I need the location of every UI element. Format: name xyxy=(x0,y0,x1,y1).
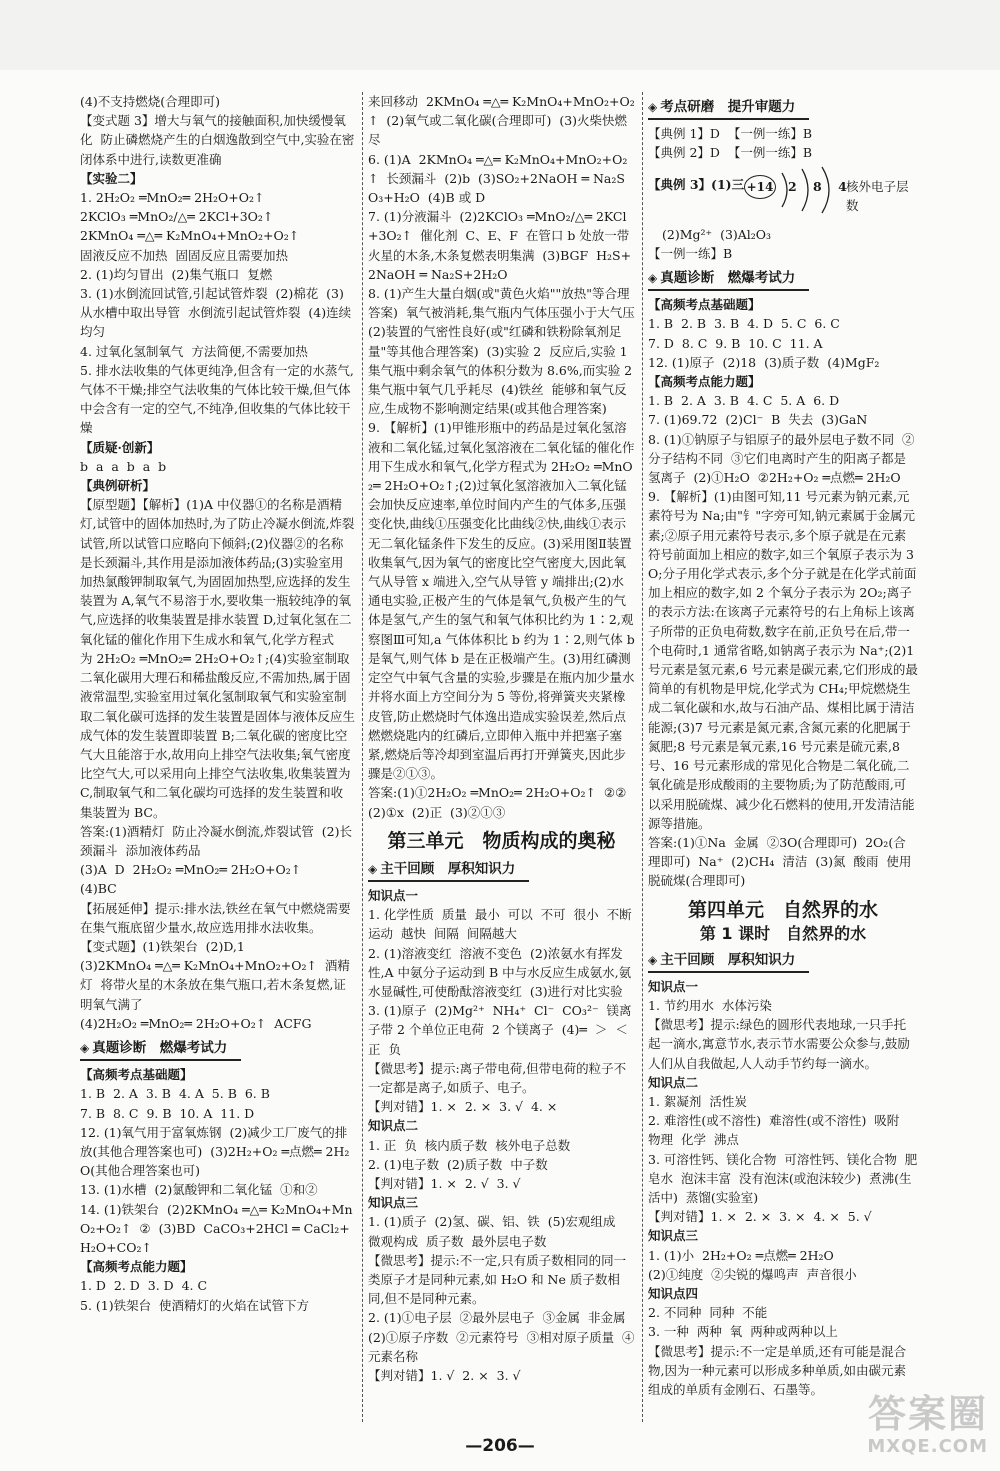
text-line: 5. 排水法收集的气体更纯净,但含有一定的水蒸气,气体不干燥;排空气法收集的气体比较干燥,但气体中会含有一定的空气,不纯净,但收集的气体比较干燥 xyxy=(80,362,354,436)
text-line: 【微思考】提示:不一定是单质,还有可能是混合物,因为一种元素可以形成多种单质,如由碳元素组成的单质有金刚石、石墨等。 xyxy=(648,1343,907,1397)
text-line: 【实验二】 xyxy=(80,170,143,186)
example-3-label: 【典例 3】(1)三 xyxy=(648,176,745,192)
text-line: 【高频考点能力题】 xyxy=(648,374,761,390)
text-line: 来回移动 2KMnO₄ ═△═ K₂MnO₄+MnO₂+O₂↑ (2)氧气或二氧化碳(合理即可) (3)火柴快燃尽 xyxy=(368,94,635,148)
diamond-icon: ◈ xyxy=(648,952,658,967)
text-line: 2. (1)电子数 (2)质子数 中子数 xyxy=(368,1156,548,1172)
text-line: 答案:(1)①2H₂O₂ ═MnO₂═ 2H₂O+O₂↑ ②② (2)①x (2)正 (3)②①③ xyxy=(368,785,635,820)
text-line: 知识点一 xyxy=(368,887,419,903)
text-line: 【典例研析】 xyxy=(80,478,156,494)
text-line: 12. (1)氧气用于富氧炼钢 (2)减少工厂废气的排放(其他合理答案也可) (3)2H₂+O₂ ═点燃═ 2H₂O(其他合理答案也可) xyxy=(80,1124,350,1179)
text-line: 6. (1)A 2KMnO₄ ═△═ K₂MnO₄+MnO₂+O₂↑ 长颈漏斗 (2)b (3)SO₂+2NaOH ═ Na₂SO₃+H₂O (4)B 或 D xyxy=(368,151,628,206)
diamond-icon: ◈ xyxy=(368,861,378,876)
column-middle-lines-2 xyxy=(368,886,635,1385)
column-left xyxy=(80,92,360,1422)
text-line: 【判对错】1. √ 2. × 3. √ xyxy=(368,1368,521,1383)
text-line: 【原型题】【解析】(1)A 中仪器①的名称是酒精灯,试管中的固体加热时,为了防止冷凝水倒流,炸裂试管,所以试管口应略向下倾斜;(2)仪器②的名称是长颈漏斗,其作用是添加液体药品;(3)实验室用加热氯酸钾制取氧气,为固固加热型,应选择的发生装置为 A,氧气不易溶于水,要收集一瓶较纯净的氧气,应选择的收集装置是排水装置 D,过氧化氢在二氧化锰的催化作用下生成水和氧气,化学方程式 xyxy=(80,497,355,647)
page-number: —206— xyxy=(465,1436,535,1456)
column-right xyxy=(648,92,918,1422)
text-line: 知识点三 xyxy=(648,1228,699,1244)
text-line: 1. (1)小 2H₂+O₂ ═点燃═ 2H₂O xyxy=(648,1247,834,1263)
text-line: 2. (1)①电子层 ②最外层电子 ③金属 非金属 (2)①原子序数 ②元素符号 ③相对原子质量 ④元素名称 xyxy=(368,1310,635,1364)
text-line: 【判对错】1. × 2. √ 3. √ xyxy=(368,1175,521,1191)
text-line: 知识点二 xyxy=(368,1118,419,1134)
text-line: 4. 过氧化氢制氧气 方法简便,不需要加热 xyxy=(80,343,308,359)
column-right-lines xyxy=(648,124,918,162)
text-line: 7. (1)69.72 (2)Cl⁻ B 失去 (3)GaN xyxy=(648,412,868,428)
section-review-heading-2: ◈ 主干回顾 厚积知识力 xyxy=(648,951,809,973)
text-line: 【判对错】1. × 2. × 3. × 4. × 5. √ xyxy=(648,1209,872,1225)
text-line: 【质疑·创新】 xyxy=(80,439,160,455)
text-line: 1. B 2. B 3. B 4. D 5. C 6. C xyxy=(648,316,840,332)
diamond-icon: ◈ xyxy=(648,100,658,114)
text-line: (2)①纯度 ②尖锐的爆鸣声 声音很小 xyxy=(648,1266,857,1282)
column-left-lines xyxy=(80,92,360,1033)
text-line: 7. (1)分液漏斗 (2)2KClO₃ ═MnO₂/△═ 2KCl+3O₂↑ 催化剂 C、E、F 在管口 b 处放一带火星的木条,木条复燃表明集满 (3)BGF H₂S+2NaOH ═ Na₂S+2H₂O xyxy=(368,209,632,282)
text-line: 【高频考点基础题】 xyxy=(648,297,761,313)
text-line: 7. B 8. C 9. B 10. A 11. D xyxy=(80,1105,255,1121)
text-line: 答案:(1)酒精灯 防止冷凝水倒流,炸裂试管 (2)长颈漏斗 添加液体药品 xyxy=(80,823,352,858)
text-line: 知识点三 xyxy=(368,1195,419,1211)
text-line: 固液反应不加热 固固反应且需要加热 xyxy=(80,247,288,263)
text-line: 3. (1)原子 (2)Mg²⁺ NH₄⁺ Cl⁻ CO₃²⁻ 镁离子带 2 个单位正电荷 2 个镁离子 (4)═ ＞ ＜ 正 负 xyxy=(368,1003,636,1057)
column-middle-lines xyxy=(368,92,643,822)
section-exam-heading: ◈ 真题诊断 燃爆考试力 xyxy=(80,1039,241,1061)
text-line: 1. 正 负 核内质子数 核外电子总数 xyxy=(368,1137,571,1153)
section-research-heading: ◈ 考点研磨 提升审题力 xyxy=(648,98,809,120)
text-line: 2KMnO₄ ═△═ K₂MnO₄+MnO₂+O₂↑ xyxy=(80,228,300,244)
nucleus-charge: +14 xyxy=(744,175,776,199)
text-line: 【微思考】提示:绿色的圆形代表地球,一只手托起一滴水,寓意节水,表示节水需要公众参与,鼓励人们从自我做起,人人动手节约每一滴水。 xyxy=(648,1017,910,1071)
text-line: 13. (1)水槽 (2)氯酸钾和二氧化锰 ①和② xyxy=(80,1182,318,1198)
text-line: 1. 节约用水 水体污染 xyxy=(648,997,772,1013)
text-line: 3. 可溶性钙、镁化合物 可溶性钙、镁化合物 肥皂水 泡沫丰富 没有泡沫(或泡沫较少) 煮沸(生活中) 蒸馏(实验室) xyxy=(648,1151,918,1205)
text-line: 【变式题】(1)铁架台 (2)D,1 xyxy=(80,938,245,954)
text-line: 【典例 1】D 【一例一练】B xyxy=(648,126,813,142)
text-line: 知识点二 xyxy=(648,1074,699,1090)
text-line: 【微思考】提示:离子带电荷,但带电荷的粒子不一定都是离子,如质子、电子。 xyxy=(368,1060,627,1095)
electron-counts: 2 8 4 xyxy=(788,178,853,194)
watermark-bottom: MXQE.COM xyxy=(867,1436,988,1457)
text-line: 1. 化学性质 质量 最小 可以 不可 很小 不断运动 越快 间隔 间隔越大 xyxy=(368,907,632,942)
text-line: 5. (1)铁架台 使酒精灯的火焰在试管下方 xyxy=(80,1297,310,1313)
unit-4-title: 第四单元 自然界的水 xyxy=(687,898,878,921)
column-middle xyxy=(368,92,643,1422)
atom-structure-diagram xyxy=(648,165,918,223)
text-line: 3. 一种 两种 氧 两种或两种以上 xyxy=(648,1324,838,1340)
text-line: 【拓展延伸】提示:排水法,铁丝在氧气中燃烧需要在集气瓶底留少量水,故应选用排水法收集。 xyxy=(80,900,351,935)
text-line: b a a b a b xyxy=(80,458,167,474)
text-line: 答案:(1)①Na 金属 ②3O(合理即可) 2O₂(合理即可) Na⁺ (2)CH₄ 清洁 (3)氮 酸雨 使用脱硫煤(合理即可) xyxy=(648,834,912,889)
watermark-logo xyxy=(828,1392,988,1464)
text-line: 为 2H₂O₂ ═MnO₂═ 2H₂O+O₂↑;(4)实验室制取二氧化碳用大理石和稀盐酸反应,不需加热,属于固液常温型,实验室用过氧化氢制取氧气和实验室制取二氧化碳可选择的发生装置是固体与液体反应生成气体的发生装置即装置 B;二氧化碳的密度比空气大且能溶于水,故用向上排空气法收集;氧气密度比空气大,可以采用向上排空气法收集,收集装置为 C,制取氧气和二氧化碳均可选择的发生装置和收集装置为 BC。 xyxy=(80,650,356,820)
diamond-icon: ◈ xyxy=(80,1040,90,1055)
text-line: 知识点一 xyxy=(648,978,699,994)
text-line: 2. (1)溶液变红 溶液不变色 (2)浓氨水有挥发性,A 中氨分子运动到 B 中与水反应生成氨水,氨水显碱性,可使酚酞溶液变红 (3)进行对比实验 xyxy=(368,945,632,999)
text-line: 2. (1)均匀冒出 (2)集气瓶口 复燃 xyxy=(80,266,273,282)
text-line: 8. (1)产生大量白烟(或"黄色火焰""放热"等合理答案) 氧气被消耗,集气瓶内气体压强小于大气压 (2)装置的气密性良好(或"红磷和铁粉除氧剂足量"等其他合理答案) (3)实验 2 反应后,实验 1 集气瓶中剩余氧气的体积分数为 8.6%,而实验 2 集气瓶中氧气几乎耗尽 (4)铁丝 能够和氧气反应,生成物不影响测定结果(或其他合理答案) xyxy=(368,286,643,417)
text-line: 1. D 2. D 3. D 4. C xyxy=(80,1278,208,1294)
text-line: 12. (1)原子 (2)18 (3)质子数 (4)MgF₂ xyxy=(648,354,880,370)
example-3-practice: 【一例一练】B xyxy=(648,245,733,261)
lesson-1-title: 第 1 课时 自然界的水 xyxy=(699,923,867,943)
text-line: 1. B 2. A 3. B 4. A 5. B 6. B xyxy=(80,1086,270,1102)
text-line: 1. 2H₂O₂ ═MnO₂═ 2H₂O+O₂↑ xyxy=(80,190,265,206)
text-line: 7. D 8. C 9. B 10. C 11. A xyxy=(648,335,823,351)
section-exam-heading-2: ◈ 真题诊断 燃爆考试力 xyxy=(648,269,809,291)
text-line: (4)BC xyxy=(80,881,117,897)
text-line: (4)不支持燃烧(合理即可) xyxy=(80,94,220,109)
column-left-lines-2 xyxy=(80,1065,355,1315)
shell-description: 核外电子层数 xyxy=(846,178,909,213)
text-line: 【高频考点能力题】 xyxy=(80,1259,193,1275)
text-line: 2. 不同种 同种 不能 xyxy=(648,1305,768,1321)
text-line: 【变式题 3】增大与氧气的接触面积,加快缓慢氧化 防止磷燃烧产生的白烟逸散到空气中,实验在密闭体系中进行,读数更准确 xyxy=(80,113,355,167)
text-line: 9. 【解析】(1)由图可知,11 号元素为钠元素,元素符号为 Na;由"钅"字旁可知,钠元素属于金属元素;②原子用元素符号表示,多个原子就是在元素符号前面加上相应的数字,如三个氧原子表示为 3O;分子用化学式表示,多个分子就是在化学式前面加上相应的数字,如 2 个氧分子表示为 2O₂;离子的表示方法:在该离子元素符号的右上角标上该离子所带的正负电荷数,数字在前,正负号在后,带一个电荷时,1 通常省略,如钠离子表示为 Na⁺;(2)1 号元素是氢元素,6 号元素是碳元素,它们形成的最简单的有机物是甲烷,化学式为 CH₄;甲烷燃烧生成二氧化碳和水,故与石油产品、煤相比属于清洁能源;(3)7 号元素是氮元素,含氮元素的化肥属于氮肥;8 号元素是氧元素,16 号元素是硫元素,8 号、16 号元素形成的常见化合物是二氧化硫,二氧化硫是形成酸雨的主要物质;为了防范酸雨,可以采用脱硫煤、减少化石燃料的使用,开发清洁能源等措施。 xyxy=(648,489,919,831)
diamond-icon: ◈ xyxy=(648,271,658,286)
text-line: (3)2KMnO₄ ═△═ K₂MnO₄+MnO₂+O₂↑ 酒精灯 将带火星的木条放在集气瓶口,若木条复燃,证明氧气满了 xyxy=(80,958,350,1012)
text-line: 1. (1)质子 (2)氢、碳、铝、铁 (5)宏观组成 微观构成 质子数 最外层电子数 xyxy=(368,1214,624,1249)
text-line: 【微思考】提示:不一定,只有质子数相同的同一类原子才是同种元素,如 H₂O 和 Ne 质子数相同,但不是同种元素。 xyxy=(368,1252,627,1307)
watermark-top: 答案圈 xyxy=(867,1392,988,1436)
text-line: 知识点四 xyxy=(648,1285,699,1301)
example-3-answer: (2)Mg²⁺ (3)Al₂O₃ xyxy=(662,226,772,242)
text-line: 1. B 2. A 3. B 4. C 5. A 6. D xyxy=(648,393,840,409)
text-line: 【典例 2】D 【一例一练】B xyxy=(648,145,813,161)
column-divider xyxy=(642,92,643,1422)
text-line: 【高频考点基础题】 xyxy=(80,1067,193,1083)
text-line: 1. 絮凝剂 活性炭 xyxy=(648,1093,747,1109)
section-review-heading: ◈ 主干回顾 厚积知识力 xyxy=(368,860,529,882)
column-divider xyxy=(362,92,363,1422)
top-scan-band xyxy=(0,0,1000,70)
text-line: 8. (1)①钠原子与铝原子的最外层电子数不同 ②分子结构不同 ③它们电离时产生的阳离子都是氢离子 (2)①H₂O ②2H₂+O₂ ═点燃═ 2H₂O xyxy=(648,431,915,486)
text-line: 9. 【解析】(1)甲锥形瓶中的药品是过氧化氢溶液和二氧化锰,过氧化氢溶液在二氧化锰的催化作用下生成水和氧气,化学方程式为 2H₂O₂ ═MnO₂═ 2H₂O+O₂↑;(2)过氧化氢溶液加入二氧化锰会加快反应速率,单位时间内产生的气体多,压强变化快,曲线①压强变化比曲线②快,曲线①表示无二氧化锰条件下发生的反应。(3)采用图Ⅱ装置收集氧气,因为氧气的密度比空气密度大,因此氧气从导管 x 端进入,空气从导管 y 端排出;(2)水通电实验,正极产生的气体是氧气,负极产生的气体是氢气,产生的氢气和氧气体积比约为 1∶2,观察图Ⅲ可知,a 气体体积比 b 约为 1∶2,则气体 b 是氧气,则气体 b 是在正极端产生。(3)用红磷测定空气中氧气含量的实验,步骤是在瓶内加少量水并将水面上方空间分为 5 等份,将弹簧夹夹紧橡皮管,防止燃烧时气体逸出造成实验误差,然后点燃燃烧匙内的红磷后,立即伸入瓶中并把塞子塞紧,燃烧后等冷却到室温后再打开弹簧夹,因此步骤是②①③。 xyxy=(368,420,639,782)
text-line: 3. (1)水倒流回试管,引起试管炸裂 (2)棉花 (3)从水槽中取出导管 水倒流引起试管炸裂 (4)连续 均匀 xyxy=(80,286,360,340)
text-line: (4)2H₂O₂ ═MnO₂═ 2H₂O+O₂↑ ACFG xyxy=(80,1015,312,1031)
unit-3-title: 第三单元 物质构成的奥秘 xyxy=(387,829,616,852)
text-line: 2. 难溶性(或不溶性) 难溶性(或不溶性) 吸附 物理 化学 沸点 xyxy=(648,1113,908,1148)
text-line: 【判对错】1. × 2. × 3. √ 4. × xyxy=(368,1099,558,1115)
text-line: 2KClO₃ ═MnO₂/△═ 2KCl+3O₂↑ xyxy=(80,209,274,225)
text-line: (3)A D 2H₂O₂ ═MnO₂═ 2H₂O+O₂↑ xyxy=(80,862,302,878)
text-line: 14. (1)铁架台 (2)2KMnO₄ ═△═ K₂MnO₄+MnO₂+O₂↑ ② (3)BD CaCO₃+2HCl ═ CaCl₂+H₂O+CO₂↑ xyxy=(80,1201,353,1255)
column-right-lines-3 xyxy=(648,977,918,1399)
column-right-lines-2 xyxy=(648,295,918,890)
